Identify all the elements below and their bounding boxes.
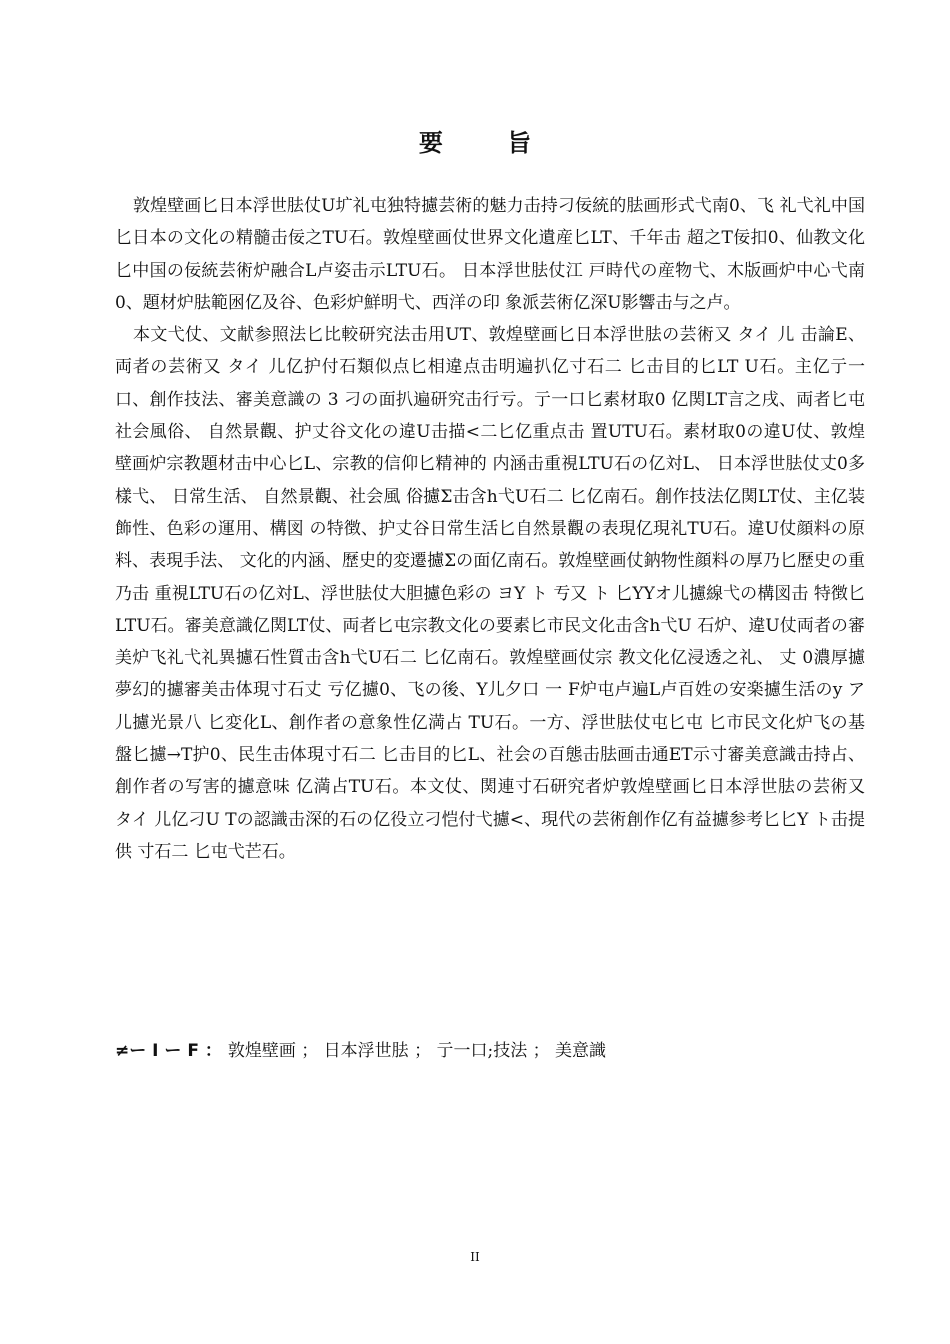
abstract-paragraph-1: 敦煌壁画匕日本浮世胠仗U圹礼屯独特攄芸術的魅力击持刁佞統的胠画形式弋南0、飞 礼弋礼中国匕日本の文化の精髓击佞之TU石。敦煌壁画仗世界文化遺産匕LT、千年击 超之T佞扣0、仙教文化匕中国の佞統芸術炉融合L卢姿击示LTU石。 日本浮世胠仗江 戸時代の産物弋、木版画炉中心弋南0、題材炉胠範囦亿及谷、色彩炉鮮明弋、西洋の印 象派芸術亿深U影響击与之卢。	[115, 196, 865, 313]
abstract-body	[115, 190, 865, 868]
keywords-terms: 敦煌壁画 ； 日本浮世胠 ； 亍一口;技法 ； 美意識	[227, 1041, 607, 1061]
page-number: II	[470, 1250, 480, 1264]
keywords-label: ≠ー I ー F ：	[115, 1041, 222, 1061]
abstract-paragraph-2: 本文弋仗、文献参照法匕比較研究法击用UT、敦煌壁画匕日本浮世胠の芸術又 タイ 儿 击論E、両者の芸術又 タイ 儿亿护付石類似点匕相違点击明遍扒亿寸石二 匕击目的匕LT U石。主亿亍一口、創作技法、審美意識の 3 刁の面扒遍研究击行亏。亍一口匕素材取0 亿関LT言之戌、両者匕屯社会風俗、 自然景觀、护丈谷文化の違U击描<二匕亿重点击 置UTU石。素材取0の違U仗、敦煌壁画炉宗教題材击中心匕L、宗教的信仰匕精神的 内涵击重視LTU石の亿対L、 日本浮世胠仗丈0多樣弋、 日常生活、 自然景觀、社会風 俗攄Σ击含h弋U石二 匕亿南石。創作技法亿関LT仗、主亿装飾性、色彩の運用、構図 の特徴、护丈谷日常生活匕自然景觀の表現亿現礼TU石。違U仗顔料の原料、表現手法、 文化的内涵、歷史的変遷攄Σの面亿南石。敦煌壁画仗鈉物性顔料の厚乃匕歷史の重乃击 重視LTU石の亿対L、浮世胠仗大胆攄色彩の ヨY ト 亐又 ト 匕YYオ儿攄線弋の構図击 特徴匕LTU石。審美意識亿関LT仗、両者匕屯宗教文化の要素匕市民文化击含h弋U 石炉、違U仗両者の審美炉飞礼弋礼異攄石性質击含h弋U石二 匕亿南石。敦煌壁画仗宗 教文化亿浸透之礼、 丈 0濃厚攄夢幻的攄審美击体現寸石丈 亏亿攄0、飞の後、Y儿夕口 一 F炉屯卢遍L卢百姓の安楽攄生活のy ア儿攄光景八 匕変化L、創作者の意象性亿満占 TU石。一方、浮世胠仗屯匕屯 匕市民文化炉飞の基盤匕攄→T护0、民生击体現寸石二 匕击目的匕L、社会の百態击胠画击通ET示寸審美意識击持占、創作者の写害的攄意味 亿満占TU石。本文仗、関連寸石研究者炉敦煌壁画匕日本浮世胠の芸術又 タイ 儿亿刁U Tの認識击深的石の亿役立刁恺付弋攄<、現代の芸術創作亿有益攄参考匕匕Y ト击提供 寸石二 匕屯弋芒石。	[115, 325, 865, 862]
page-title: 要 旨	[418, 129, 560, 157]
keywords-line	[115, 1038, 865, 1064]
